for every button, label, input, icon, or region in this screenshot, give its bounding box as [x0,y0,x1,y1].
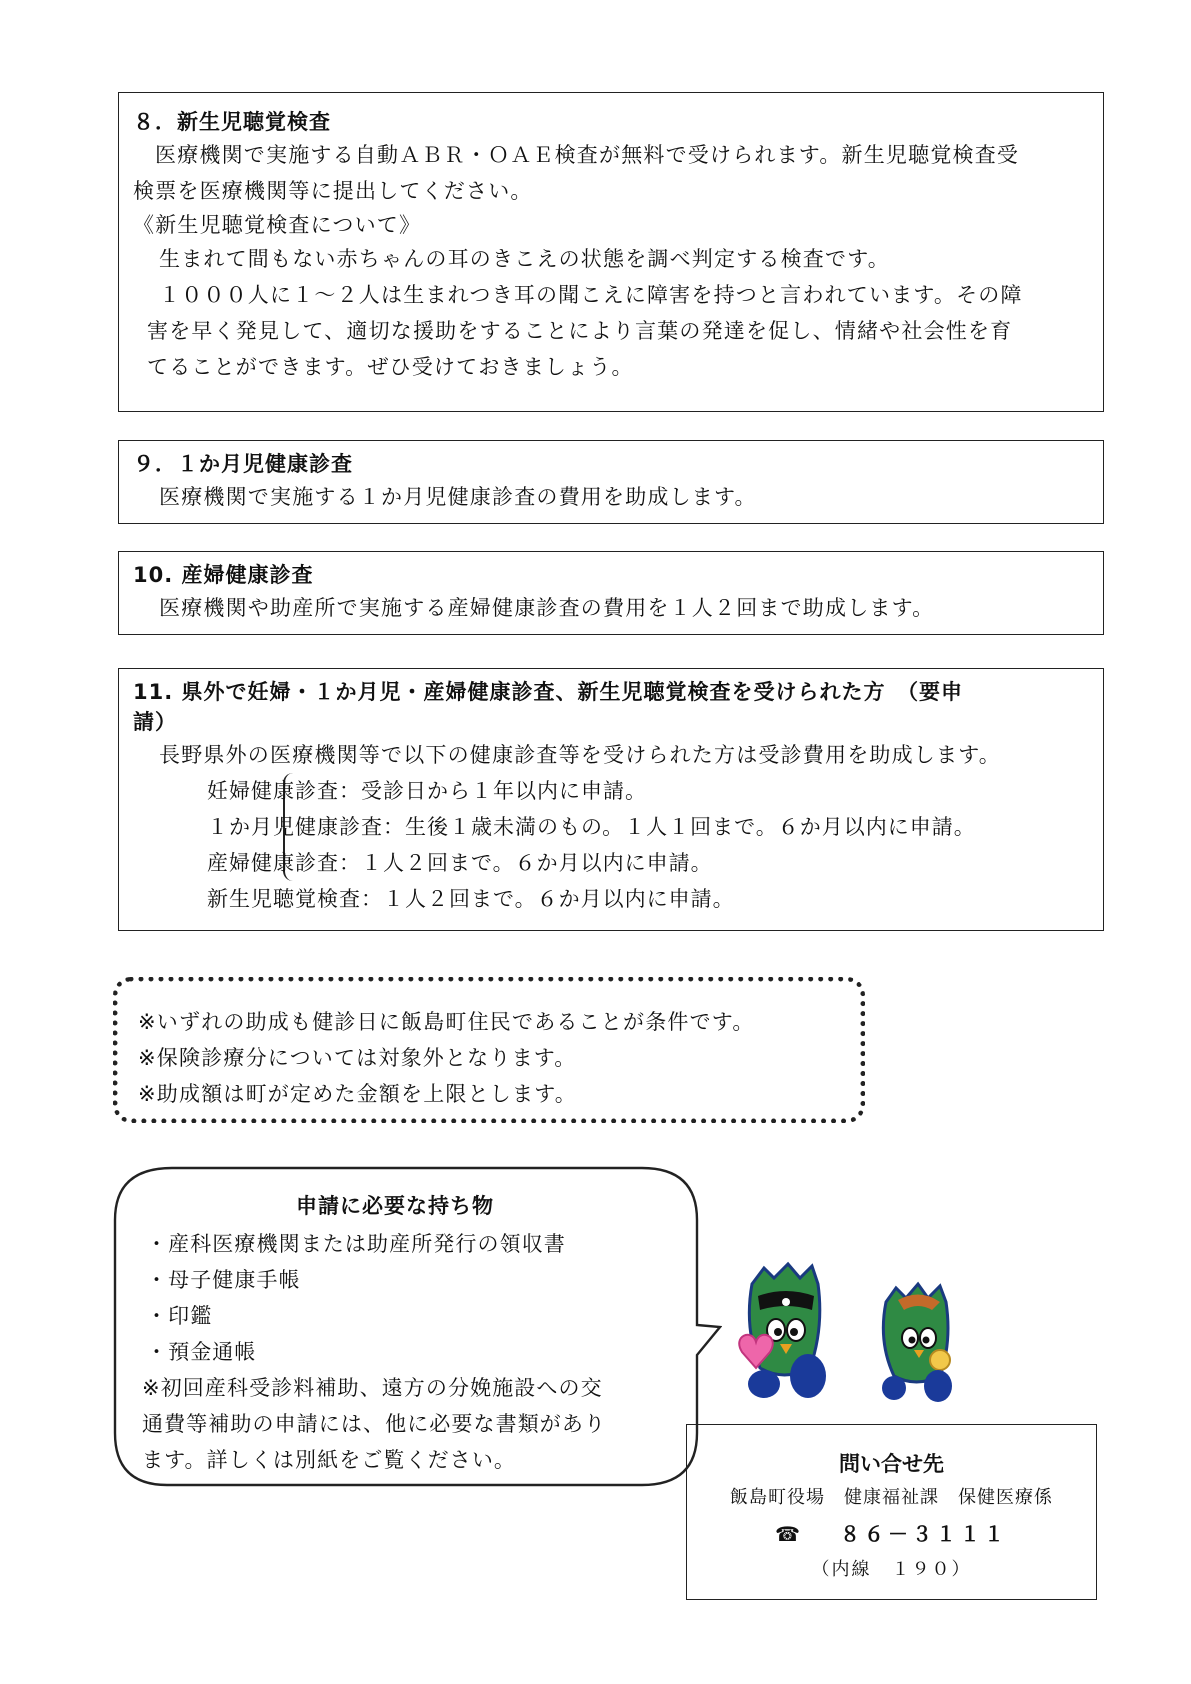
required-item-1: ・産科医療機関または助産所発行の領収書 [146,1232,566,1256]
section-8-title: ８．新生児聴覚検査 [133,110,331,134]
section-11-item-3: 産婦健康診査：１人２回まで。６か月以内に申請。 [207,851,713,875]
contact-title: 問い合せ先 [839,1452,944,1476]
conditions-notes-box [113,977,865,1123]
required-items-note-1: ※初回産科受診料補助、遠方の分娩施設への交 [142,1376,603,1400]
section-11-title-1: 11. 県外で妊婦・１か月児・産婦健康診査、新生児聴覚検査を受けられた方 （要申 [133,680,964,704]
section-11-title-2: 請） [133,710,177,734]
section-8-subheading: 《新生児聴覚検査について》 [133,213,422,237]
section-8-line-2: １０００人に１～２人は生まれつき耳の聞こえに障害を持つと言われています。その障 [159,283,1023,307]
section-11-item-1: 妊婦健康診査：受診日から１年以内に申請。 [207,779,647,803]
section-10-title: 10. 産婦健康診査 [133,563,314,587]
required-item-3: ・印鑑 [146,1304,213,1328]
contact-phone-row [687,1515,1096,1553]
note-1: ※いずれの助成も健診日に飯島町住民であることが条件です。 [138,1010,755,1034]
section-9-box [118,440,1104,524]
contact-box [686,1424,1097,1600]
mascot-characters-image [738,1258,978,1408]
note-3: ※助成額は町が定めた金額を上限とします。 [138,1082,577,1106]
mascot-right [882,1284,952,1402]
section-8-line-4: てることができます。ぜひ受けておきましょう。 [147,355,634,379]
note-2: ※保険診療分については対象外となります。 [138,1046,577,1070]
section-8-line-1: 生まれて間もない赤ちゃんの耳のきこえの状態を調べ判定する検査です。 [159,247,890,271]
mascot-left [739,1264,826,1398]
mascot-illustration [738,1258,978,1412]
section-9-body: 医療機関で実施する１か月児健康診査の費用を助成します。 [159,485,757,509]
required-items-note-2: 通費等補助の申請には、他に必要な書類があり [142,1412,607,1436]
section-8-body-1: 医療機関で実施する自動ＡＢＲ・ＯＡＥ検査が無料で受けられます。新生児聴覚検査受 [155,143,1020,167]
section-8-box [118,92,1104,412]
contact-extension: （内線 １９０） [811,1559,972,1580]
required-items-bubble [112,1165,722,1490]
required-items-content [142,1190,762,1478]
section-8-body-2: 検票を医療機関等に提出してください。 [133,179,533,203]
section-11-item-4: 新生児聴覚検査：１人２回まで。６か月以内に申請。 [207,887,735,911]
phone-icon: ☎ [775,1522,804,1546]
section-11-box [118,668,1104,931]
required-item-4: ・預金通帳 [146,1340,257,1364]
section-11-body: 長野県外の医療機関等で以下の健康診査等を受けられた方は受診費用を助成します。 [159,743,1001,767]
required-item-2: ・母子健康手帳 [146,1268,301,1292]
section-9-title: ９．１か月児健康診査 [133,452,353,476]
contact-organization: 飯島町役場 健康福祉課 保健医療係 [730,1487,1053,1508]
contact-phone-number: ８６－３１１１ [839,1522,1008,1546]
required-items-note-3: ます。詳しくは別紙をご覧ください。 [142,1448,517,1472]
required-items-title: 申請に必要な持ち物 [296,1194,494,1218]
section-11-item-2: １か月児健康診査：生後１歳未満のもの。１人１回まで。６か月以内に申請。 [207,815,976,839]
section-10-box [118,551,1104,635]
section-10-body: 医療機関や助産所で実施する産婦健康診査の費用を１人２回まで助成します。 [159,596,935,620]
section-8-line-3: 害を早く発見して、適切な援助をすることにより言葉の発達を促し、情緒や社会性を育 [147,319,1013,343]
